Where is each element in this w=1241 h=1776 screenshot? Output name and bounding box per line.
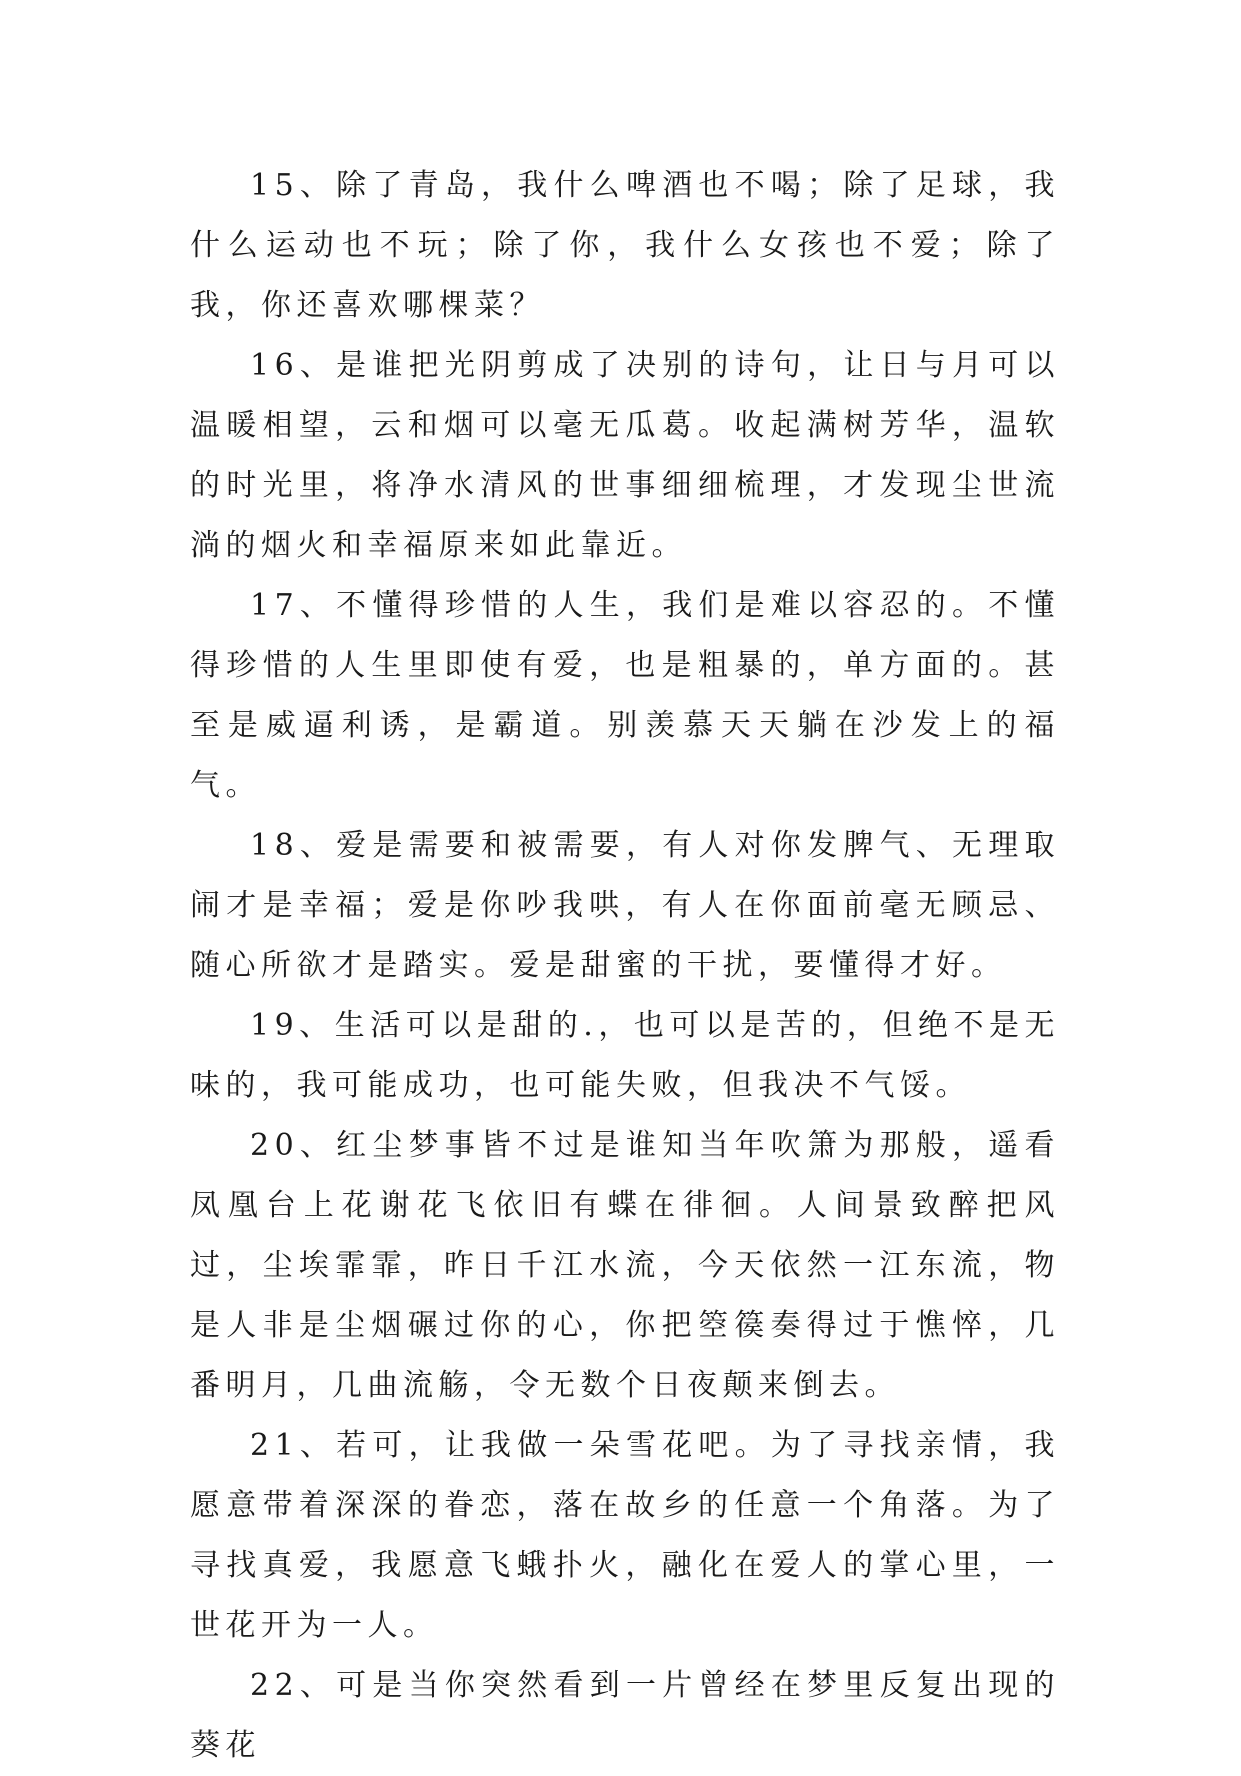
paragraph-22: 22、可是当你突然看到一片曾经在梦里反复出现的葵花 (190, 1668, 1060, 1763)
paragraph-17: 17、不懂得珍惜的人生，我们是难以容忍的。不懂得珍惜的人生里即使有爱，也是粗暴的，单方面的。甚至是威逼利诱，是霸道。别羡慕天天躺在沙发上的福气。 (190, 588, 1060, 803)
paragraph-18: 18、爱是需要和被需要，有人对你发脾气、无理取闹才是幸福；爱是你吵我哄，有人在你面前毫无顾忌、随心所欲才是踏实。爱是甜蜜的干扰，要懂得才好。 (190, 828, 1060, 983)
paragraph-16: 16、是谁把光阴剪成了决别的诗句，让日与月可以温暖相望，云和烟可以毫无瓜葛。收起满树芳华，温软的时光里，将净水清风的世事细细梳理，才发现尘世流淌的烟火和幸福原来如此靠近。 (190, 348, 1060, 563)
document-body (190, 156, 1060, 1776)
paragraph-15: 15、除了青岛，我什么啤酒也不喝；除了足球，我什么运动也不玩；除了你，我什么女孩也不爱；除了我，你还喜欢哪棵菜？ (190, 168, 1060, 323)
paragraph-21: 21、若可，让我做一朵雪花吧。为了寻找亲情，我愿意带着深深的眷恋，落在故乡的任意一个角落。为了寻找真爱，我愿意飞蛾扑火，融化在爱人的掌心里，一世花开为一人。 (190, 1428, 1060, 1643)
paragraph-19: 19、生活可以是甜的.，也可以是苦的，但绝不是无味的，我可能成功，也可能失败，但我决不气馁。 (190, 1008, 1060, 1103)
paragraph-20: 20、红尘梦事皆不过是谁知当年吹箫为那般，遥看凤凰台上花谢花飞依旧有蝶在徘徊。人间景致醉把风过，尘埃霏霏，昨日千江水流，今天依然一江东流，物是人非是尘烟碾过你的心，你把箜篌奏得过于憔悴，几番明月，几曲流觞，令无数个日夜颠来倒去。 (190, 1128, 1060, 1403)
